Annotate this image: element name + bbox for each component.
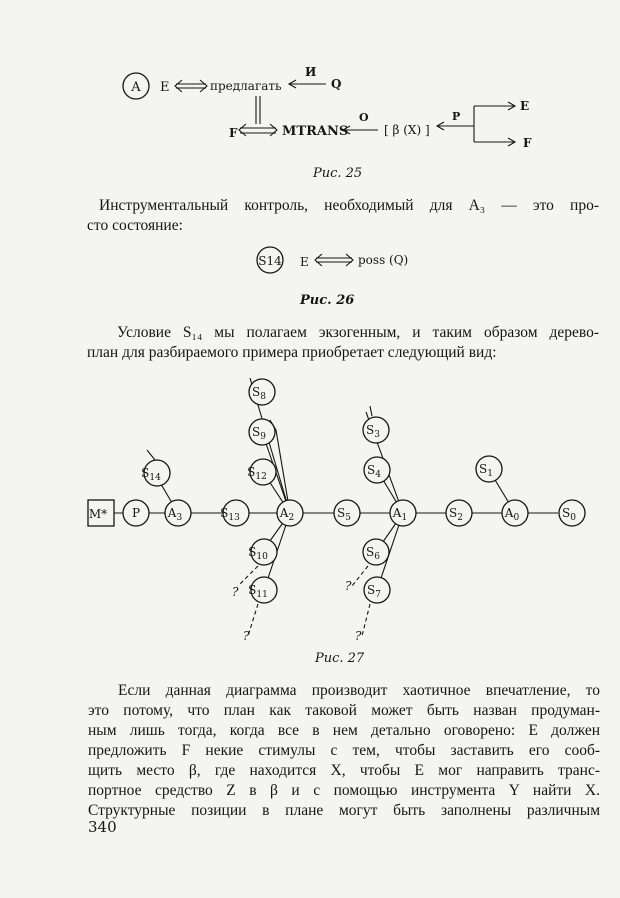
fig26-caption: Рис. 26 xyxy=(300,293,355,308)
text-line: Если данная диаграмма производит хаотичное впечатление, то xyxy=(118,682,600,699)
o-label: O xyxy=(359,111,369,124)
agent-e-label: E xyxy=(300,255,309,269)
question-mark: ? xyxy=(232,585,239,599)
paragraph-3 xyxy=(88,681,600,821)
branch-f-label: F xyxy=(523,136,532,150)
text-line: ным лишь тогда, когда все в нем детально оговорено: E должен xyxy=(88,722,600,739)
fig27-caption: Рис. 27 xyxy=(315,651,365,666)
p-label: P xyxy=(452,110,461,123)
tree-edge xyxy=(147,450,155,460)
tree-edge xyxy=(370,406,372,416)
figure-26 xyxy=(257,247,408,273)
double-arrow-icon xyxy=(175,80,207,92)
and-label: И xyxy=(305,65,317,79)
mtrans-label: MTRANS xyxy=(282,124,349,139)
node-s0-label: $S_0$ xyxy=(562,506,576,523)
tree-edge xyxy=(248,604,258,636)
paragraph-1 xyxy=(87,196,599,236)
text-line: Структурные позиции в плане могут быть заполнены различным xyxy=(88,802,600,819)
node-a1-label: $A_1$ xyxy=(392,506,408,523)
page-number: 340 xyxy=(88,818,117,836)
question-mark: ? xyxy=(345,579,352,593)
node-s13-label: $S_{13}$ xyxy=(220,506,240,523)
tree-edge xyxy=(362,604,370,636)
node-s12-label: $S_{12}$ xyxy=(247,465,267,482)
node-s2-label: $S_2$ xyxy=(449,506,463,523)
node-s7-label: $S_7$ xyxy=(367,583,381,600)
poss-label: poss (Q) xyxy=(358,253,409,267)
node-s4-label: $S_4$ xyxy=(367,463,381,480)
node-s3-label: $S_3$ xyxy=(366,423,380,440)
node-a3-label: $A_3$ xyxy=(167,506,183,523)
text-line: Условие S₁₄ мы полагаем экзогенным, и таким образом дерево- xyxy=(117,324,599,341)
f-label: F xyxy=(229,126,238,140)
question-mark: ? xyxy=(243,629,250,643)
node-a0-label: $A_0$ xyxy=(504,506,520,523)
node-s10-label: $S_{10}$ xyxy=(248,545,268,562)
arrow-left-icon xyxy=(437,122,474,130)
node-a2-label: $A_2$ xyxy=(279,506,295,523)
q-label: Q xyxy=(331,77,342,91)
figure-25 xyxy=(123,65,532,150)
beta-x-label: [ β (X) ] xyxy=(384,123,430,137)
node-s8-label: $S_8$ xyxy=(252,385,266,402)
node-s6-label: $S_6$ xyxy=(366,545,380,562)
node-s14-label: $S_{14}$ xyxy=(141,466,161,483)
node-a-label: A xyxy=(131,80,141,95)
node-s11-label: $S_{11}$ xyxy=(248,583,268,600)
text-line: портное средство Z в β и с помощью инструмента Y найти X. xyxy=(88,782,600,799)
question-mark: ? xyxy=(355,629,362,643)
node-s14-label: S14 xyxy=(258,254,282,268)
text-line: это потому, что план как таковой может быть назван продуман- xyxy=(88,702,600,719)
arrow-left-icon xyxy=(343,126,378,134)
text-line: план для разбираемого примера приобретает следующий вид: xyxy=(87,344,497,361)
text-line: сто состояние: xyxy=(87,217,183,234)
text-line: Инструментальный контроль, необходимый для A₃ — это про- xyxy=(99,197,599,214)
text-line: щить место β, где находится X, чтобы E мог направить транс- xyxy=(88,762,600,779)
node-p-label: P xyxy=(131,506,141,520)
figure-27 xyxy=(88,378,585,643)
agent-e-label: E xyxy=(160,80,170,95)
node-s9-label: $S_9$ xyxy=(252,425,266,442)
node-s1-label: $S_1$ xyxy=(479,462,493,479)
fig25-caption: Рис. 25 xyxy=(313,166,363,181)
branch-e-label: E xyxy=(520,99,530,113)
paragraph-2 xyxy=(87,323,599,363)
text-line: предложить F некие стимулы с тем, чтобы заставить его сооб- xyxy=(88,742,600,759)
arrow-left-icon xyxy=(289,80,326,88)
double-arrow-icon xyxy=(315,254,353,266)
branch-fork xyxy=(474,102,515,146)
node-s5-label: $S_5$ xyxy=(337,506,351,523)
offer-label: предлагать xyxy=(210,79,282,93)
double-arrow-icon xyxy=(239,124,277,136)
vertical-link xyxy=(256,96,260,124)
start-box-label: M* xyxy=(88,507,108,521)
